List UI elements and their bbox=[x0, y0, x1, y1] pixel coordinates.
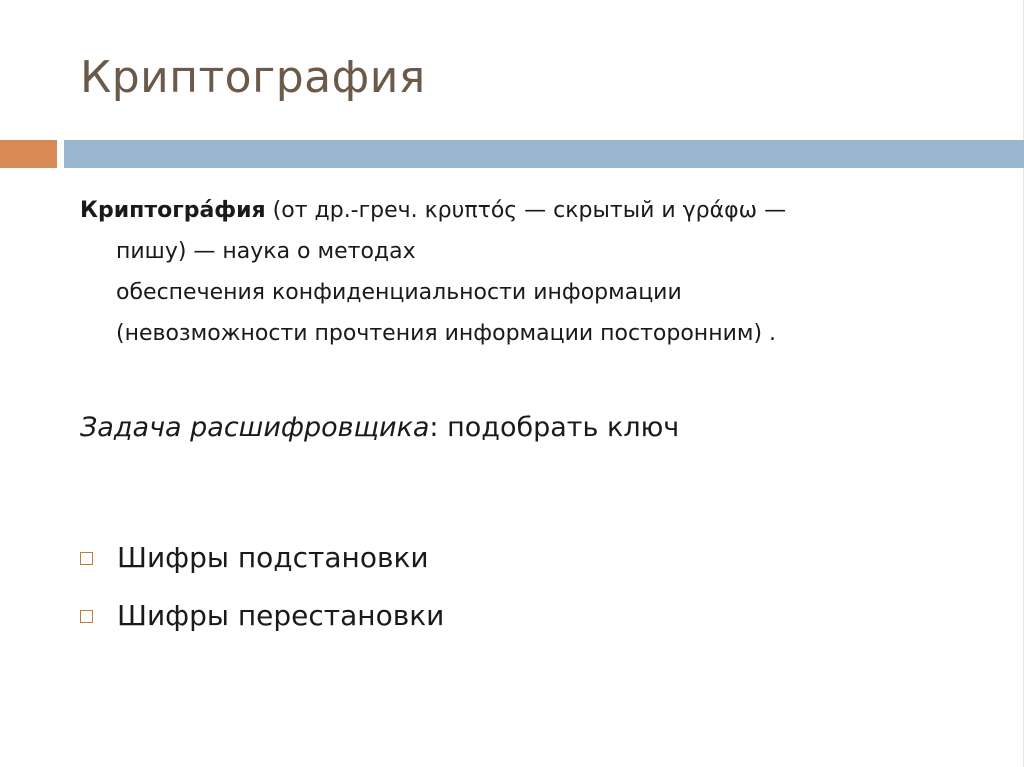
definition-continuation bbox=[80, 231, 980, 354]
title-underline-bar bbox=[64, 140, 1024, 168]
list-item-label: Шифры подстановки bbox=[117, 540, 429, 574]
definition-line-3: обеспечения конфиденциальности информации bbox=[116, 280, 682, 305]
list-item bbox=[80, 528, 444, 586]
accent-bar bbox=[0, 140, 57, 168]
task-statement bbox=[80, 412, 679, 443]
definition-etymology: (от др.-греч. κρυπτός — скрытый и γράφω — bbox=[265, 198, 787, 223]
cipher-types-list bbox=[80, 528, 444, 644]
list-item-label: Шифры перестановки bbox=[117, 598, 445, 632]
definition-paragraph bbox=[80, 190, 980, 354]
definition-line-2: пишу) — наука о методах bbox=[116, 239, 416, 264]
task-label: Задача расшифровщика bbox=[80, 412, 430, 443]
list-item bbox=[80, 586, 444, 644]
slide-title: Криптография bbox=[80, 52, 426, 103]
task-text: : подобрать ключ bbox=[429, 412, 680, 443]
definition-first-line bbox=[80, 190, 980, 231]
square-bullet-icon bbox=[80, 610, 93, 623]
definition-line-4: (невозможности прочтения информации посторонним) . bbox=[116, 321, 777, 346]
square-bullet-icon bbox=[80, 552, 93, 565]
definition-term: Криптогра́фия bbox=[80, 198, 266, 223]
